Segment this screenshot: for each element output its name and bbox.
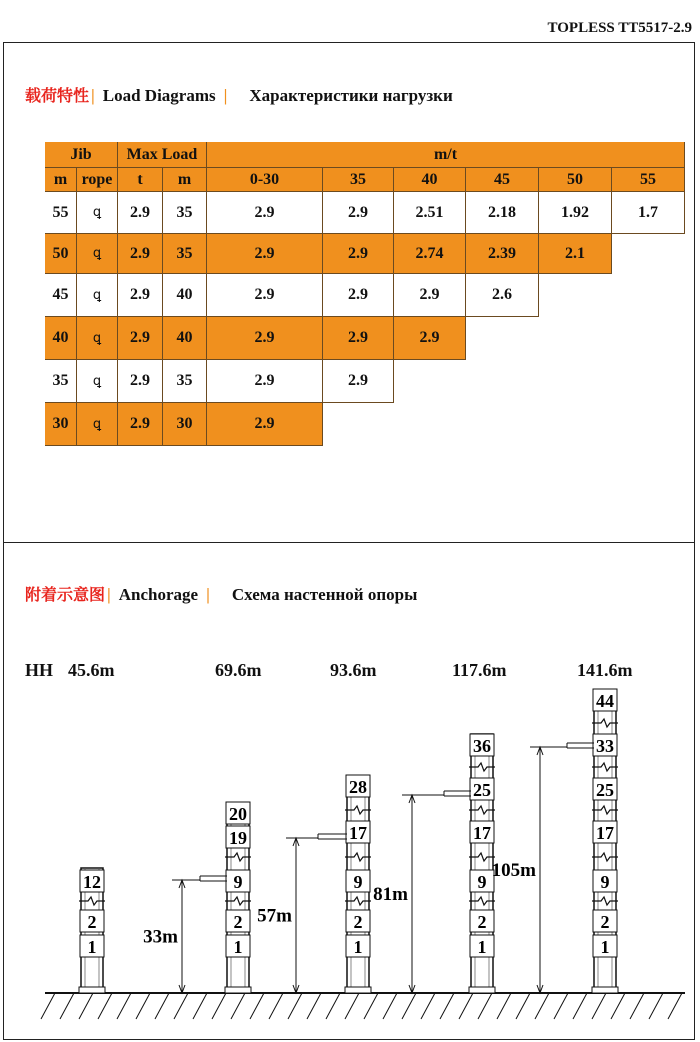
ground-hatch <box>250 993 264 1019</box>
load-value-cell: 1.7 <box>612 192 685 234</box>
header-rope: rope <box>77 168 118 192</box>
ground-hatch <box>383 993 397 1019</box>
ground-hatch <box>630 993 644 1019</box>
hook-height-value: 45.6m <box>68 660 115 680</box>
load-value-cell: 2.9 <box>207 192 323 234</box>
header-max-load: Max Load <box>118 142 207 168</box>
ground-hatch <box>326 993 340 1019</box>
jib-length-cell: 55 <box>45 192 77 234</box>
jib-length-cell: 30 <box>45 403 77 446</box>
section-number: 36 <box>473 736 491 756</box>
section-number: 2 <box>477 912 487 932</box>
section-number: 17 <box>596 823 614 843</box>
load-value-cell: 2.9 <box>323 274 394 317</box>
load-value-cell: 2.74 <box>394 234 466 274</box>
load-value-cell: 2.39 <box>466 234 539 274</box>
section-number: 33 <box>596 736 614 756</box>
anchor-height-label: 105m <box>491 860 536 881</box>
max-load-t-cell: 2.9 <box>118 360 163 403</box>
document-title: TOPLESS TT5517-2.9 <box>547 20 692 36</box>
max-load-m-cell: 40 <box>163 274 207 317</box>
hook-height-value: 141.6m <box>577 660 633 680</box>
header-radius: 55 <box>612 168 685 192</box>
section-number: 25 <box>473 780 491 800</box>
heading-ru: Схема настенной опоры <box>231 585 418 604</box>
section-number: 1 <box>233 937 243 957</box>
ground-hatch <box>231 993 245 1019</box>
ground-hatch <box>668 993 682 1019</box>
section-number: 1 <box>477 937 487 957</box>
rope-reeving-icon: ꝗ <box>77 274 118 317</box>
hook-height-value: 117.6m <box>452 660 507 680</box>
load-value-cell: 2.9 <box>394 274 466 317</box>
section-number: 2 <box>353 912 363 932</box>
section-number: 2 <box>233 912 243 932</box>
ground-hatch <box>136 993 150 1019</box>
ground-hatch <box>554 993 568 1019</box>
heading-separator: | <box>223 86 228 105</box>
section-number: 19 <box>229 828 247 848</box>
section-number: 9 <box>233 872 243 892</box>
section-number: 1 <box>87 937 97 957</box>
anchor-height-label: 33m <box>143 926 178 948</box>
header-mt: m/t <box>207 142 685 168</box>
rope-reeving-icon: ꝗ <box>77 234 118 274</box>
hh-label: HH <box>25 660 54 680</box>
load-value-cell: 1.92 <box>539 192 612 234</box>
ground-hatch <box>649 993 663 1019</box>
ground-hatch <box>402 993 416 1019</box>
ground-hatch <box>611 993 625 1019</box>
ground-hatch <box>345 993 359 1019</box>
load-value-cell: 2.9 <box>323 317 394 360</box>
max-load-m-cell: 35 <box>163 234 207 274</box>
ground-hatch <box>421 993 435 1019</box>
ground-hatch <box>288 993 302 1019</box>
heading-cn: 附着示意图 <box>25 585 106 604</box>
hook-height-value: 93.6m <box>330 660 377 680</box>
load-value-cell: 2.18 <box>466 192 539 234</box>
load-value-cell: 2.9 <box>207 234 323 274</box>
rope-reeving-icon: ꝗ <box>77 317 118 360</box>
section-number: 44 <box>596 691 614 711</box>
anchor-height-label: 81m <box>373 884 408 905</box>
max-load-m-cell: 30 <box>163 403 207 446</box>
ground-hatch <box>497 993 511 1019</box>
load-value-cell: 2.51 <box>394 192 466 234</box>
load-value-cell: 2.9 <box>207 403 323 446</box>
tower-base <box>79 987 105 993</box>
rope-reeving-icon: ꝗ <box>77 192 118 234</box>
heading-separator: | <box>91 86 95 105</box>
header-radius: 40 <box>394 168 466 192</box>
ground-hatch <box>174 993 188 1019</box>
jib-length-cell: 50 <box>45 234 77 274</box>
ground-hatch <box>440 993 454 1019</box>
ground-hatch <box>98 993 112 1019</box>
max-load-m-cell: 40 <box>163 317 207 360</box>
section-number: 28 <box>349 777 367 797</box>
header-m: m <box>45 168 77 192</box>
section-number: 9 <box>600 872 610 892</box>
header-t: t <box>118 168 163 192</box>
max-load-m-cell: 35 <box>163 360 207 403</box>
header-radius: 0-30 <box>207 168 323 192</box>
heading-separator: | <box>206 585 210 604</box>
ground-hatch <box>212 993 226 1019</box>
heading-en: Anchorage <box>118 585 199 604</box>
anchorage-diagram <box>0 640 700 1040</box>
load-value-cell: 2.1 <box>539 234 612 274</box>
load-diagram-heading <box>25 83 453 106</box>
header-radius: 35 <box>323 168 394 192</box>
jib-length-cell: 40 <box>45 317 77 360</box>
load-value-cell: 2.9 <box>323 360 394 403</box>
ground-hatch <box>117 993 131 1019</box>
max-load-t-cell: 2.9 <box>118 317 163 360</box>
header-radius: 45 <box>466 168 539 192</box>
section-number: 2 <box>87 912 97 932</box>
section-number: 1 <box>353 937 363 957</box>
ground-hatch <box>155 993 169 1019</box>
section-number: 17 <box>349 823 367 843</box>
ground-hatch <box>478 993 492 1019</box>
ground-hatch <box>60 993 74 1019</box>
section-number: 25 <box>596 780 614 800</box>
rope-reeving-icon: ꝗ <box>77 360 118 403</box>
ground-hatch <box>573 993 587 1019</box>
anchorage-heading <box>25 582 417 605</box>
section-number: 9 <box>353 872 363 892</box>
max-load-t-cell: 2.9 <box>118 234 163 274</box>
ground-hatch <box>193 993 207 1019</box>
max-load-t-cell: 2.9 <box>118 403 163 446</box>
section-number: 1 <box>600 937 610 957</box>
hook-height-value: 69.6m <box>215 660 262 680</box>
load-value-cell: 2.9 <box>207 274 323 317</box>
max-load-m-cell: 35 <box>163 192 207 234</box>
load-value-cell: 2.9 <box>323 234 394 274</box>
header-m2: m <box>163 168 207 192</box>
load-value-cell: 2.9 <box>207 360 323 403</box>
section-number: 12 <box>83 872 101 892</box>
header-radius: 50 <box>539 168 612 192</box>
ground-hatch <box>459 993 473 1019</box>
heading-en: Load Diagrams <box>102 86 216 105</box>
section-number: 17 <box>473 823 491 843</box>
tower-base <box>225 987 251 993</box>
load-value-cell: 2.9 <box>207 317 323 360</box>
load-value-cell: 2.9 <box>394 317 466 360</box>
jib-length-cell: 35 <box>45 360 77 403</box>
jib-length-cell: 45 <box>45 274 77 317</box>
header-jib: Jib <box>45 142 118 168</box>
load-value-cell: 2.9 <box>323 192 394 234</box>
tower-base <box>345 987 371 993</box>
heading-cn: 载荷特性 <box>25 86 90 105</box>
ground-hatch <box>41 993 55 1019</box>
tower-base <box>592 987 618 993</box>
ground-hatch <box>307 993 321 1019</box>
section-number: 9 <box>477 872 487 892</box>
ground-hatch <box>79 993 93 1019</box>
rope-reeving-icon: ꝗ <box>77 403 118 446</box>
ground-hatch <box>535 993 549 1019</box>
max-load-t-cell: 2.9 <box>118 192 163 234</box>
max-load-t-cell: 2.9 <box>118 274 163 317</box>
anchor-height-label: 57m <box>257 905 292 927</box>
ground-hatch <box>269 993 283 1019</box>
load-value-cell: 2.6 <box>466 274 539 317</box>
ground-hatch <box>516 993 530 1019</box>
section-number: 2 <box>600 912 610 932</box>
section-number: 20 <box>229 804 247 824</box>
tower-base <box>469 987 495 993</box>
heading-separator: | <box>107 585 111 604</box>
heading-ru: Характеристики нагрузки <box>249 86 453 105</box>
ground-hatch <box>364 993 378 1019</box>
ground-hatch <box>592 993 606 1019</box>
